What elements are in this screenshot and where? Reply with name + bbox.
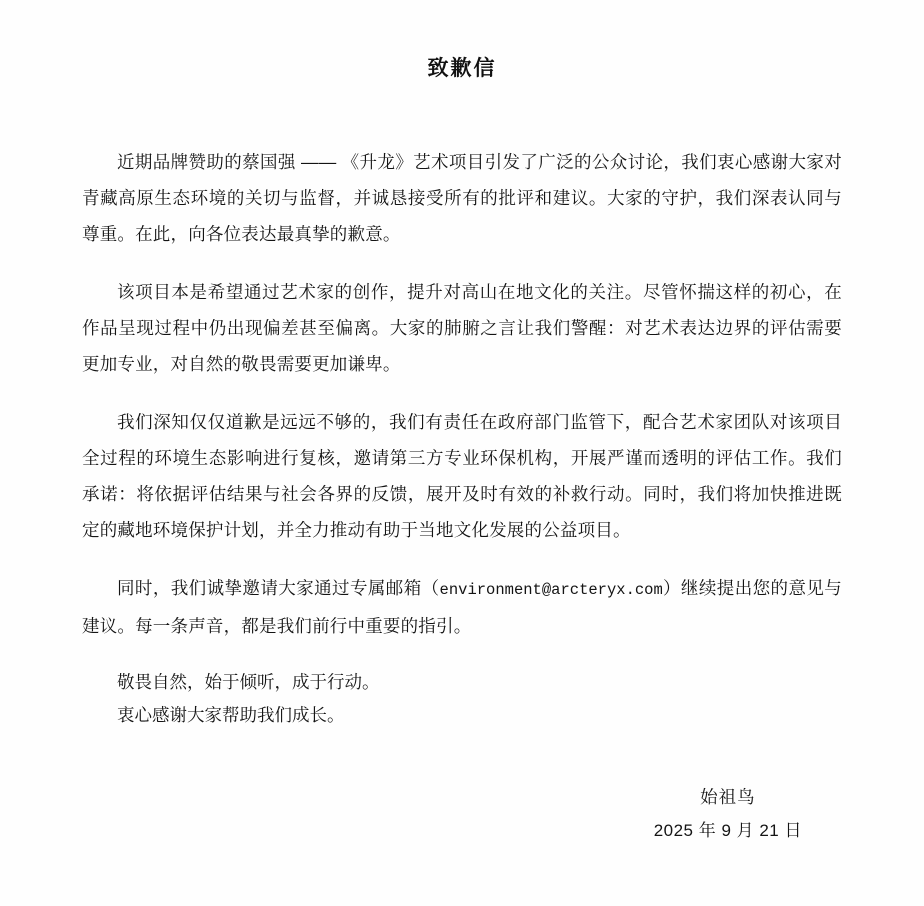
contact-email: environment@arcteryx.com — [439, 581, 663, 599]
paragraph-3: 我们深知仅仅道歉是远远不够的，我们有责任在政府部门监管下，配合艺术家团队对该项目全过程的环境生态影响进行复核，邀请第三方专业环保机构，开展严谨而透明的评估工作。我们承诺：将依据评估结果与社会各界的反馈，展开及时有效的补救行动。同时，我们将加快推进既定的藏地环境保护计划，并全力推动有助于当地文化发展的公益项目。 — [82, 412, 842, 540]
email-text-before: 同时，我们诚挚邀请大家通过专属邮箱（ — [117, 578, 440, 598]
closing-block — [82, 666, 842, 732]
closing-line-1: 敬畏自然，始于倾听，成于行动。 — [117, 672, 380, 692]
signature-date: 2025 年 9 月 21 日 — [653, 821, 802, 840]
closing-line-2: 衷心感谢大家帮助我们成长。 — [117, 705, 345, 725]
page-title: 致歉信 — [427, 57, 497, 80]
paragraph-email — [82, 570, 842, 644]
paragraph-2: 该项目本是希望通过艺术家的创作，提升对高山在地文化的关注。尽管怀揣这样的初心，在作品呈现过程中仍出现偏差甚至偏离。大家的肺腑之言让我们警醒：对艺术表达边界的评估需要更加专业，对自然的敬畏需要更加谦卑。 — [82, 282, 842, 374]
signature-block — [654, 780, 802, 848]
signature-name: 始祖鸟 — [700, 787, 756, 807]
email-text-after: ）继续提出您的意见与建议。每一条声音，都是我们前行中重要的指引。 — [82, 578, 842, 636]
document-body — [82, 82, 842, 732]
paragraph-1: 近期品牌赞助的蔡国强 —— 《升龙》艺术项目引发了广泛的公众讨论，我们衷心感谢大家对青藏高原生态环境的关切与监督，并诚恳接受所有的批评和建议。大家的守护，我们深表认同与尊重。在此，向各位表达最真挚的歉意。 — [82, 152, 842, 244]
